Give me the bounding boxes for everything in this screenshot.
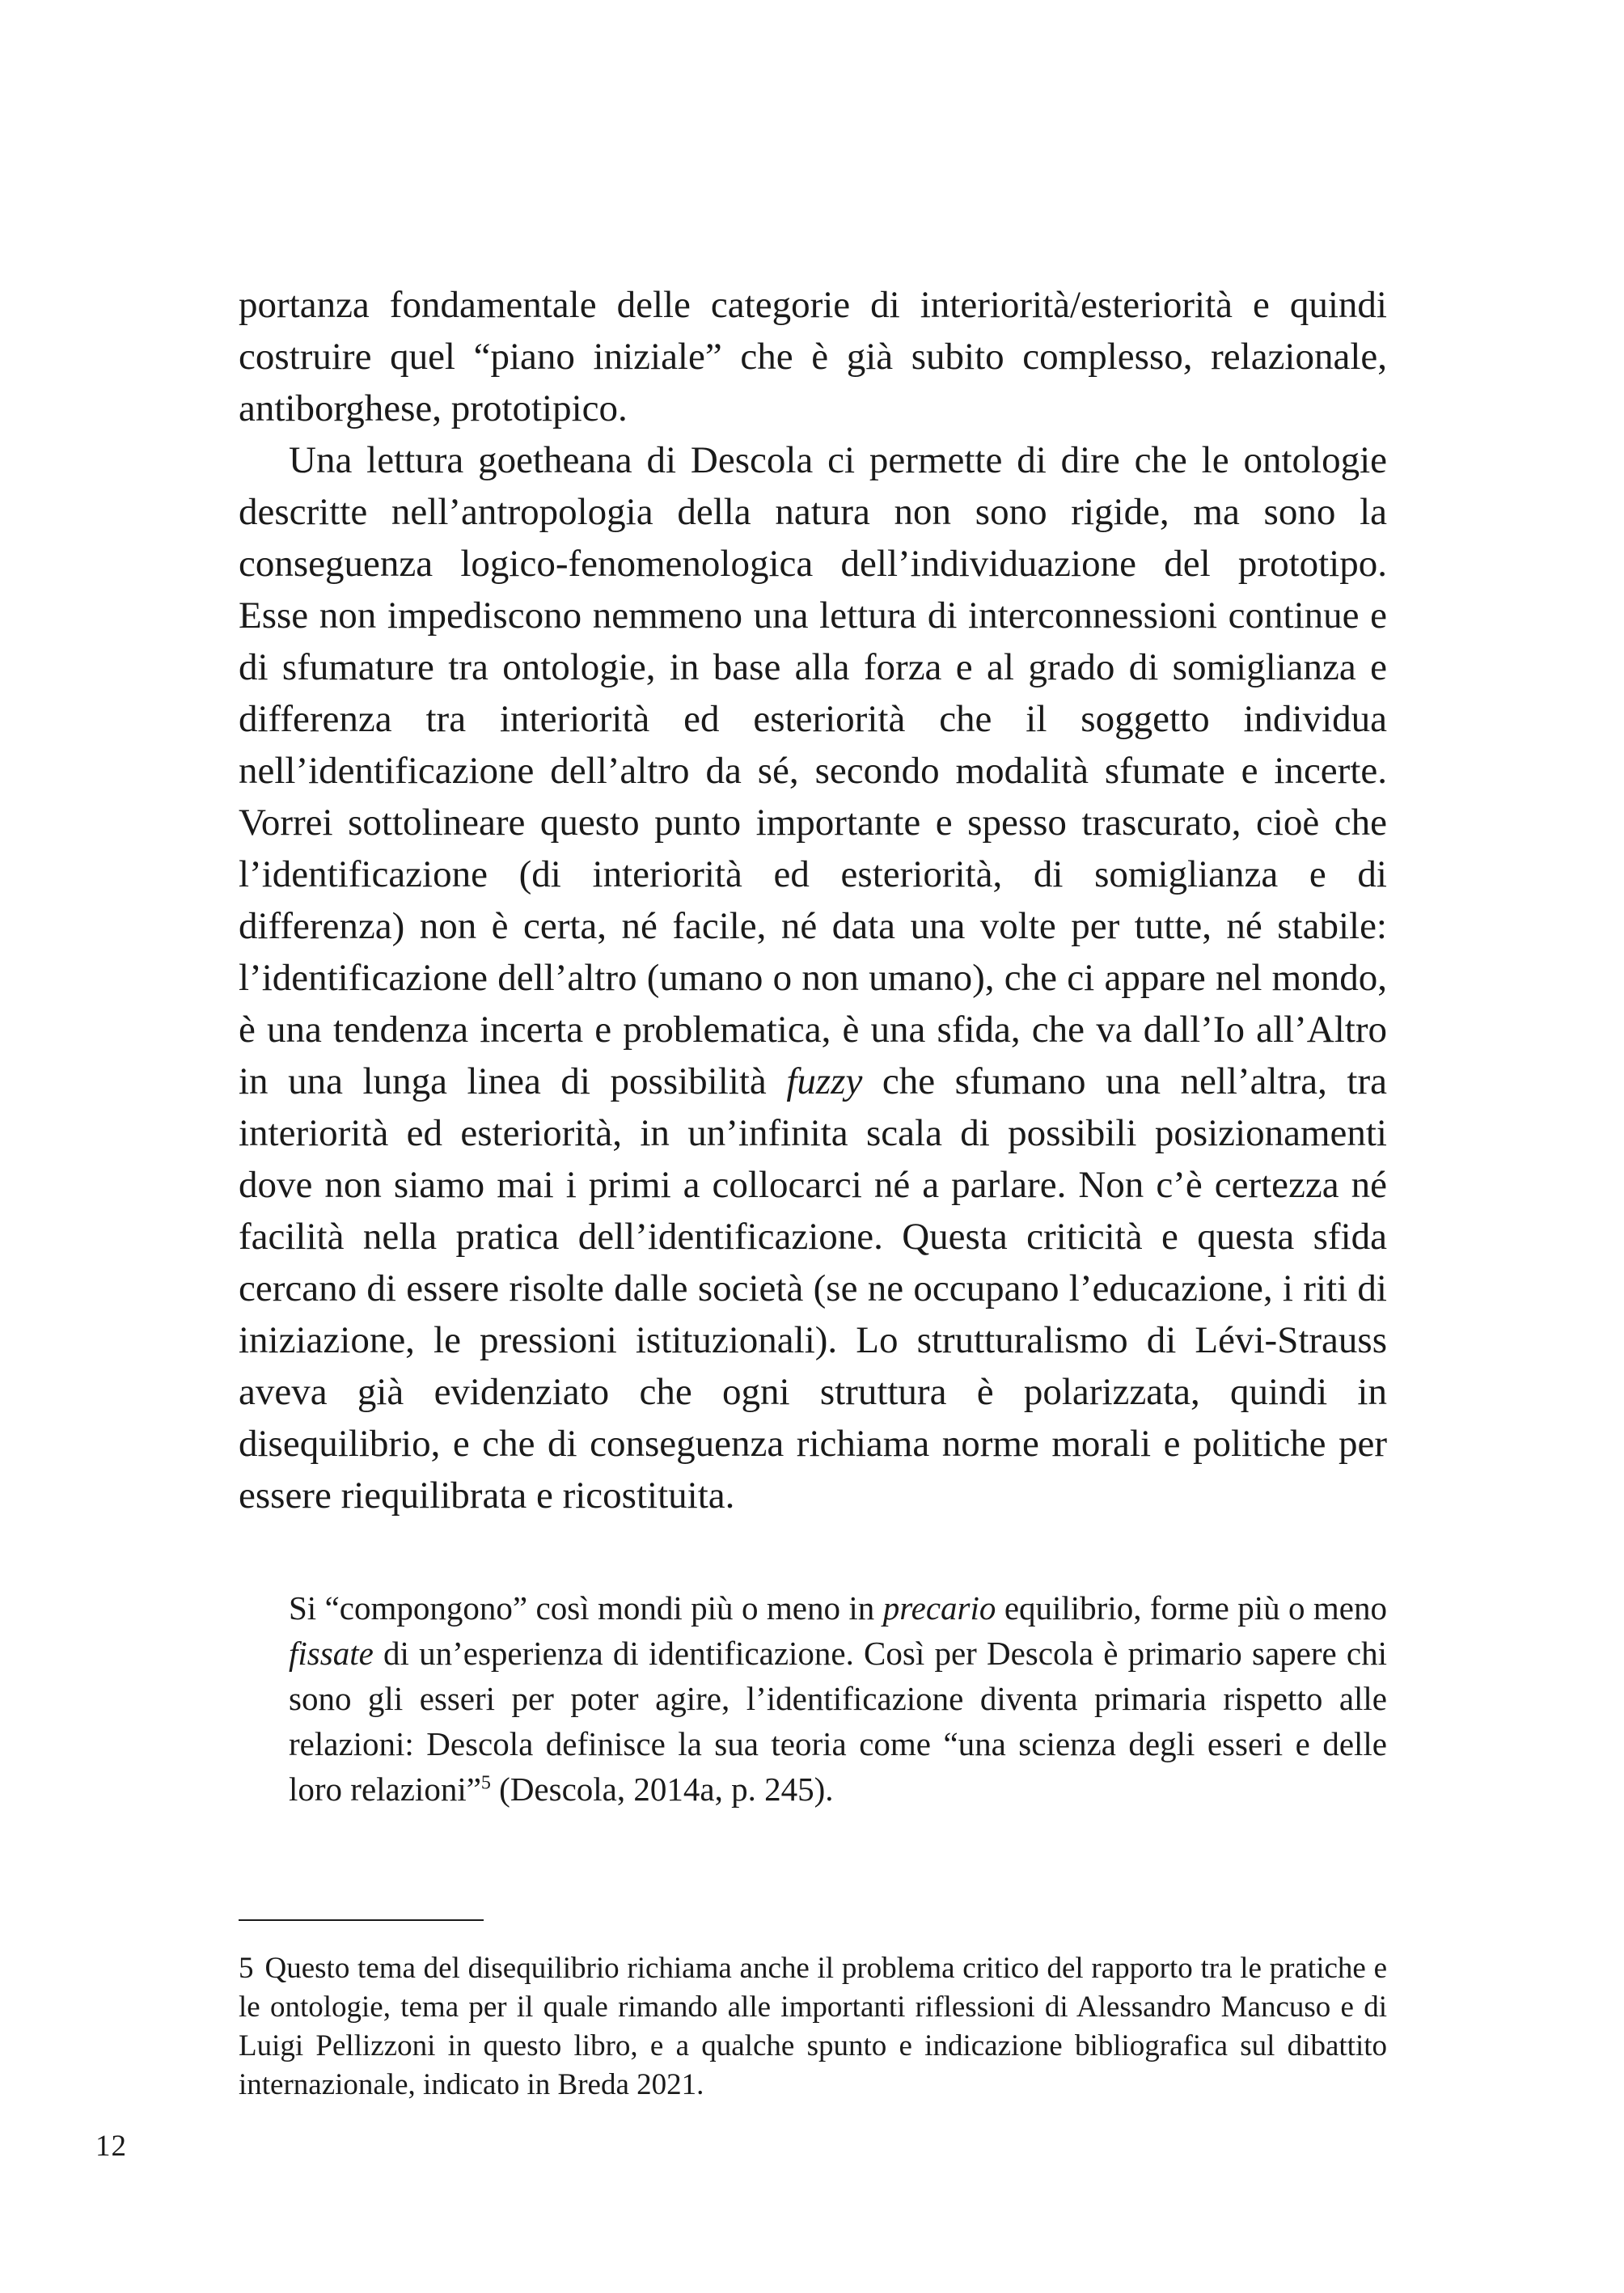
indented-paragraph — [289, 1585, 1387, 1812]
footnote-reference[interactable]: 5 — [480, 1772, 491, 1794]
footnote-text: Questo tema del disequilibrio richiama anche il problema critico del rapporto tra le pratiche e le ontologie, tema per il quale rimando alle importanti riflessioni di Alessandro Mancuso e di Luigi Pellizzoni in questo libro, e a qualche spunto e indicazione bibliografica sul dibattito internazionale, indicato in Breda 2021. — [239, 1952, 1387, 2101]
footnote-paragraph — [239, 1949, 1387, 2105]
body-text — [239, 279, 1387, 1521]
footnote-number: 5 — [239, 1952, 254, 1985]
paragraph-2-text-a: Una lettura goetheana di Descola ci permette di dire che le ontologie descritte nell’antropologia della natura non sono rigide, ma sono la conseguenza logico-fenomenologica dell’individuazione del prototipo. Esse non impediscono nemmeno una lettura di interconnessioni continue e di sfumature tra ontologie, in base alla forza e al grado di somiglianza e differenza tra interiorità ed esteriorità che il soggetto individua nell’identificazione dell’altro da sé, secondo modalità sfumate e incerte. Vorrei sottolineare questo punto importante e spesso trascurato, cioè che l’identificazione (di interiorità ed esteriorità, di somiglianza e di differenza) non è certa, né facile, né data una volte per tutte, né stabile: l’identificazione dell’altro (umano o non umano), che ci appare nel mondo, è una tendenza incerta e problematica, è una sfida, che va dall’Io all’Altro in una lunga linea di possibilità — [239, 439, 1387, 1102]
italic-term-precario: precario — [882, 1589, 996, 1627]
italic-term-fuzzy: fuzzy — [786, 1060, 863, 1102]
paragraph-1-text: portanza fondamentale delle categorie di interiorità/esteriorità e quindi costruire quel “piano iniziale” che è già subito complesso, relazionale, antiborghese, prototipico. — [239, 284, 1387, 429]
paragraph-continuation — [239, 279, 1387, 434]
page-number: 12 — [95, 2130, 127, 2163]
quote-citation: (Descola, 2014a, p. 245). — [499, 1771, 834, 1808]
footnote-separator — [239, 1919, 484, 1921]
paragraph-2-text-b: che sfumano una nell’altra, tra interiorità ed esteriorità, in un’infinita scala di possibili posizionamenti dove non siamo mai i primi a collocarci né a parlare. Non c’è certezza né facilità nella pratica dell’identificazione. Questa criticità e questa sfida cercano di essere risolte dalle società (se ne occupano l’educazione, i riti di iniziazione, le pressioni istituzionali). Lo strutturalismo di Lévi-Strauss aveva già evidenziato che ogni struttura è polarizzata, quindi in disequilibrio, e che di conseguenza richiama norme morali e politiche per essere riequilibrata e ricostituita. — [239, 1060, 1388, 1517]
quote-text-b: equilibrio, forme più o meno — [1004, 1589, 1388, 1627]
quote-text-a: Si “compongono” così mondi più o meno in — [289, 1589, 875, 1627]
italic-term-fissate: fissate — [289, 1635, 374, 1672]
footnote — [239, 1949, 1387, 2105]
quote-text-c: di un’esperienza di identificazione. Così per Descola è primario sapere chi sono gli esseri per poter agire, l’identificazione diventa primaria rispetto alle relazioni: Descola definisce la sua teoria come “una scienza degli esseri e delle loro relazioni” — [289, 1635, 1387, 1808]
paragraph-descola-reading — [239, 434, 1387, 1521]
indented-passage — [289, 1585, 1387, 1812]
